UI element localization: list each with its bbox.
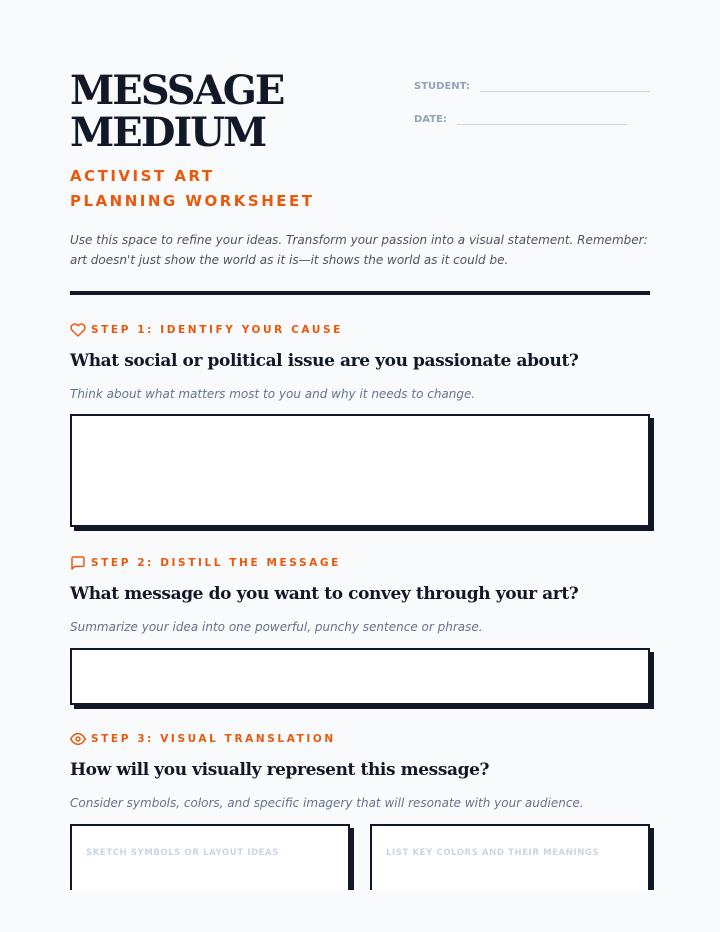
message-square-icon bbox=[70, 555, 86, 571]
step-3-header bbox=[70, 731, 650, 747]
step-3 bbox=[70, 731, 650, 811]
step-1-label: STEP 1: IDENTIFY YOUR CAUSE bbox=[91, 324, 343, 336]
page-bottom-margin bbox=[0, 890, 720, 932]
student-meta bbox=[414, 74, 654, 140]
step-1-question: What social or political issue are you passionate about? bbox=[70, 351, 579, 371]
section-divider bbox=[70, 291, 650, 295]
eye-icon bbox=[70, 731, 86, 747]
step-1 bbox=[70, 322, 650, 402]
date-label: DATE: bbox=[414, 114, 447, 125]
step-1-header bbox=[70, 322, 650, 338]
step-3-hint: Consider symbols, colors, and specific imagery that will resonate with your audience. bbox=[70, 796, 584, 810]
student-row bbox=[414, 74, 654, 92]
heart-icon bbox=[70, 322, 86, 338]
step-3-question: How will you visually represent this message? bbox=[70, 760, 490, 780]
title-line-2: MEDIUM bbox=[70, 109, 266, 156]
cause-answer-box[interactable] bbox=[70, 414, 650, 527]
step-2-label: STEP 2: DISTILL THE MESSAGE bbox=[91, 557, 341, 569]
date-row bbox=[414, 107, 654, 125]
step-1-hint: Think about what matters most to you and why it needs to change. bbox=[70, 387, 476, 401]
step-2-header bbox=[70, 555, 650, 571]
step-2 bbox=[70, 555, 650, 635]
colors-placeholder: LIST KEY COLORS AND THEIR MEANINGS bbox=[386, 848, 600, 858]
step-2-hint: Summarize your idea into one powerful, punchy sentence or phrase. bbox=[70, 620, 483, 634]
title-line-1: MESSAGE bbox=[70, 67, 284, 114]
symbols-placeholder: SKETCH SYMBOLS OR LAYOUT IDEAS bbox=[86, 848, 279, 858]
step-3-label: STEP 3: VISUAL TRANSLATION bbox=[91, 733, 336, 745]
step-2-question: What message do you want to convey through your art? bbox=[70, 584, 579, 604]
student-label: STUDENT: bbox=[414, 81, 470, 92]
message-answer-box[interactable] bbox=[70, 648, 650, 705]
student-name-field[interactable] bbox=[480, 91, 650, 92]
intro-text: Use this space to refine your ideas. Transform your passion into a visual statement. Remember: art doesn't just show the world as it is—it shows the world as it could be. bbox=[70, 233, 648, 267]
worksheet-subtitle: ACTIVIST ART PLANNING WORKSHEET bbox=[70, 167, 315, 210]
date-field[interactable] bbox=[457, 124, 627, 125]
